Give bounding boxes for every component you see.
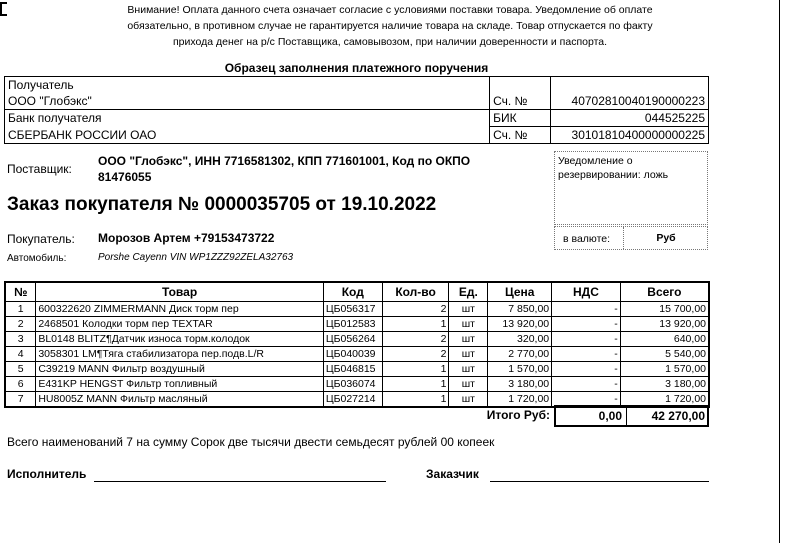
notice-line-2: обязательно, в противном случае не гарантируется наличие товара на складе. Товар отпускается по факту	[127, 20, 653, 32]
row-total: 13 920,00	[620, 317, 709, 332]
amount-in-words: Всего наименований 7 на сумму Сорок две тысячи двести семьдесят рублей 00 копеек	[7, 435, 495, 449]
row-qty: 1	[382, 362, 449, 377]
row-code: ЦБ040039	[323, 347, 382, 362]
supplier-label: Поставщик:	[7, 162, 72, 176]
account-number: 40702810040190000223	[551, 93, 709, 110]
car-value: Porshe Cayenn VIN WP1ZZZ92ZELA32763	[98, 252, 294, 263]
row-total: 1 720,00	[620, 392, 709, 408]
row-item: 3058301 LM¶Тяга стабилизатора пер.подв.L/R	[36, 347, 323, 362]
row-vat: -	[552, 317, 621, 332]
corr-account-label: Сч. №	[490, 127, 551, 144]
notice-line-3: прихода денег на р/с Поставщика, самовывозом, при наличии доверенности и паспорта.	[172, 36, 608, 48]
row-qty: 1	[382, 392, 449, 408]
row-qty: 1	[382, 317, 449, 332]
row-unit: шт	[449, 347, 488, 362]
row-unit: шт	[449, 317, 488, 332]
account-label: Сч. №	[490, 93, 551, 110]
table-row	[5, 332, 709, 347]
row-number: 7	[5, 392, 36, 408]
row-code: ЦБ046815	[323, 362, 382, 377]
reservation-notification	[554, 151, 708, 225]
supplier-details	[98, 153, 538, 185]
header-unit: Ед.	[449, 282, 488, 302]
row-code: ЦБ056317	[323, 302, 382, 317]
row-price: 320,00	[488, 332, 552, 347]
table-row	[5, 377, 709, 392]
totals-label: Итого Руб:	[486, 408, 550, 422]
totals-vat: 0,00	[598, 409, 622, 423]
bik-value: 044525225	[551, 110, 709, 127]
row-qty: 2	[382, 302, 449, 317]
header-number: №	[5, 282, 36, 302]
row-code: ЦБ027214	[323, 392, 382, 408]
header-total: Всего	[620, 282, 709, 302]
row-vat: -	[552, 362, 621, 377]
row-price: 1 720,00	[488, 392, 552, 408]
totals-sum: 42 270,00	[651, 409, 705, 423]
row-vat: -	[552, 302, 621, 317]
row-code: ЦБ012583	[323, 317, 382, 332]
row-total: 1 570,00	[620, 362, 709, 377]
row-unit: шт	[449, 377, 488, 392]
row-qty: 1	[382, 377, 449, 392]
payment-form-title: Образец заполнения платежного поручения	[224, 61, 489, 75]
row-qty: 2	[382, 332, 449, 347]
page-edge-line	[779, 0, 780, 543]
row-vat: -	[552, 392, 621, 408]
row-vat: -	[552, 377, 621, 392]
payment-form-table	[4, 76, 709, 144]
items-table	[4, 281, 710, 408]
row-number: 1	[5, 302, 36, 317]
row-number: 4	[5, 347, 36, 362]
table-row	[5, 302, 709, 317]
row-number: 2	[5, 317, 36, 332]
notification-line-2: резервировании: ложь	[558, 169, 669, 181]
row-price: 2 770,00	[488, 347, 552, 362]
notice-line-1: Внимание! Оплата данного счета означает согласие с условиями поставки товара. Уведомление об оплате	[127, 4, 653, 16]
header-price: Цена	[488, 282, 552, 302]
table-row	[5, 347, 709, 362]
row-total: 3 180,00	[620, 377, 709, 392]
header-qty: Кол-во	[382, 282, 449, 302]
row-code: ЦБ056264	[323, 332, 382, 347]
table-header-row	[5, 282, 709, 302]
buyer-label: Покупатель:	[7, 232, 75, 246]
table-row	[5, 362, 709, 377]
supplier-line-2: 81476055	[98, 170, 152, 184]
row-price: 3 180,00	[488, 377, 552, 392]
row-unit: шт	[449, 332, 488, 347]
bik-label: БИК	[490, 110, 551, 127]
row-total: 15 700,00	[620, 302, 709, 317]
row-item: 2468501 Колодки торм пер TEXTAR	[36, 317, 323, 332]
row-price: 7 850,00	[488, 302, 552, 317]
executor-signature-line	[94, 481, 386, 482]
car-label: Автомобиль:	[7, 253, 67, 264]
customer-signature-line	[490, 481, 709, 482]
supplier-line-1: ООО "Глобэкс", ИНН 7716581302, КПП 771601001, Код по ОКПО	[98, 154, 471, 168]
row-total: 5 540,00	[620, 347, 709, 362]
totals-box	[554, 405, 709, 427]
row-code: ЦБ036074	[323, 377, 382, 392]
header-item: Товар	[36, 282, 323, 302]
currency-label: в валюте:	[563, 233, 611, 245]
bank-name: СБЕРБАНК РОССИИ ОАО	[5, 127, 490, 144]
recipient-label: Получатель	[5, 77, 490, 94]
table-row	[5, 317, 709, 332]
row-item: HU8005Z MANN Фильтр масляный	[36, 392, 323, 408]
customer-label: Заказчик	[426, 467, 479, 481]
buyer-value: Морозов Артем +79153473722	[98, 231, 275, 245]
payment-notice	[60, 2, 720, 50]
row-unit: шт	[449, 362, 488, 377]
recipient-name: ООО "Глобэкс"	[5, 93, 490, 110]
order-title: Заказ покупателя № 0000035705 от 19.10.2022	[7, 194, 437, 215]
row-total: 640,00	[620, 332, 709, 347]
row-unit: шт	[449, 302, 488, 317]
row-unit: шт	[449, 392, 488, 408]
row-number: 6	[5, 377, 36, 392]
row-qty: 2	[382, 347, 449, 362]
row-vat: -	[552, 332, 621, 347]
corr-account-number: 30101810400000000225	[551, 127, 709, 144]
header-code: Код	[323, 282, 382, 302]
currency-value: Руб	[623, 227, 708, 249]
row-number: 5	[5, 362, 36, 377]
notification-line-1: Уведомление о	[558, 155, 633, 167]
row-item: E431KP HENGST Фильтр топливный	[36, 377, 323, 392]
row-item: BL0148 BLITZ¶Датчик износа торм.колодок	[36, 332, 323, 347]
row-vat: -	[552, 347, 621, 362]
executor-label: Исполнитель	[7, 467, 87, 481]
bank-label: Банк получателя	[5, 110, 490, 127]
row-price: 13 920,00	[488, 317, 552, 332]
row-number: 3	[5, 332, 36, 347]
header-vat: НДС	[552, 282, 621, 302]
currency-box	[554, 226, 708, 250]
row-item: C39219 MANN Фильтр воздушный	[36, 362, 323, 377]
bracket-mark	[0, 2, 7, 16]
row-price: 1 570,00	[488, 362, 552, 377]
row-item: 600322620 ZIMMERMANN Диск торм пер	[36, 302, 323, 317]
